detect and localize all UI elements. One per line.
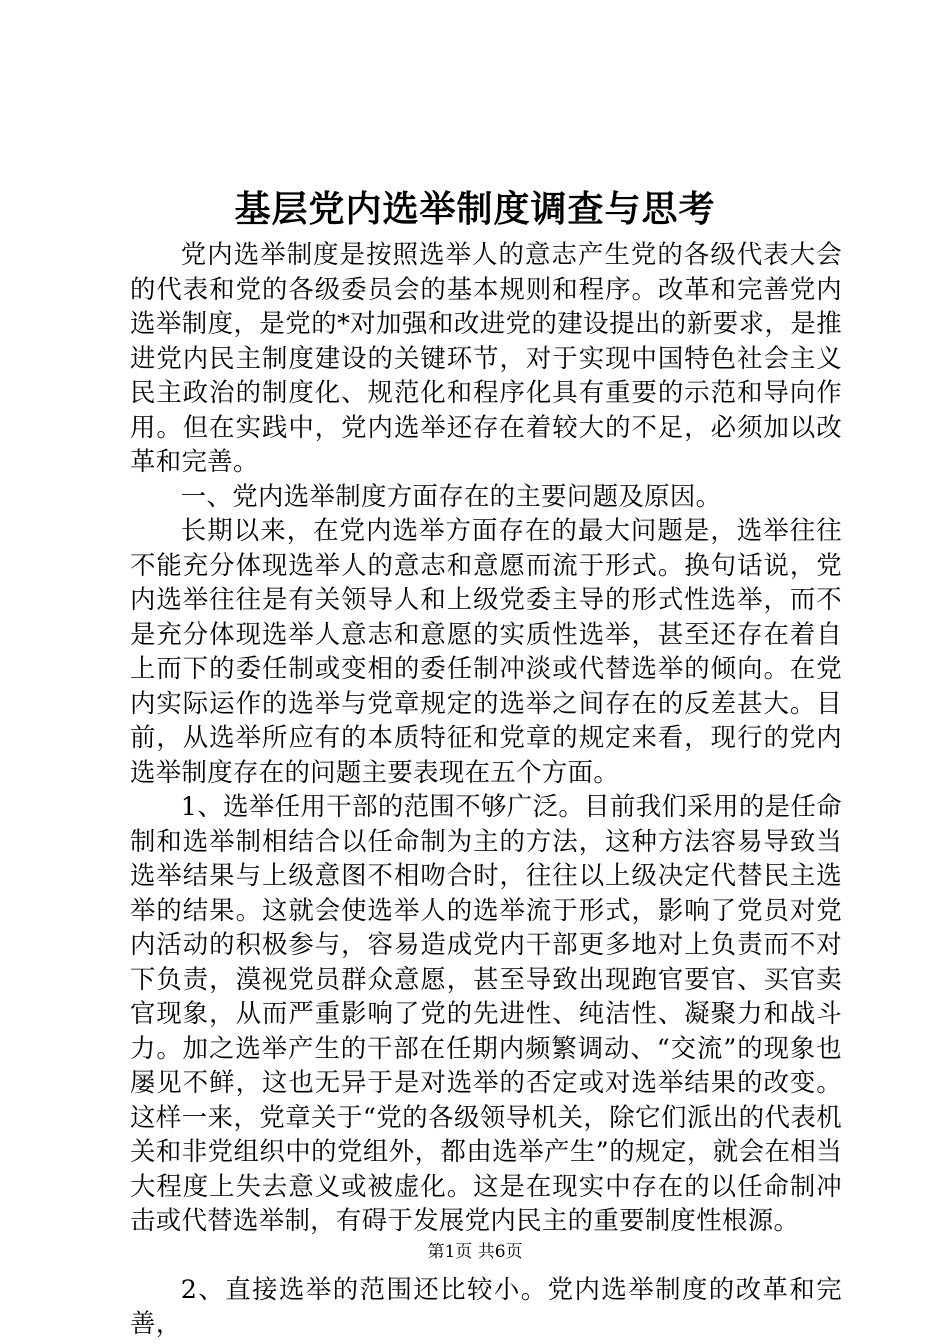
paragraph-point-1: 1、选举任用干部的范围不够广泛。目前我们采用的是任命制和选举制相结合以任命制为主的方法，这种方法容易导致当选举结果与上级意图不相吻合时，往往以上级决定代替民主选举的结果。这就会使选举人的选举流于形式，影响了党员对党内活动的积极参与，容易造成党内干部更多地对上负责而不对下负责，漠视党员群众意愿，甚至导致出现跑官要官、买官卖官现象，从而严重影响了党的先进性、纯洁性、凝聚力和战斗力。加之选举产生的干部在任期内频繁调动、“交流”的现象也屡见不鲜，这也无异于是对选举的否定或对选举结果的改变。这样一来，党章关于“党的各级领导机关，除它们派出的代表机关和非党组织中的党组外，都由选举产生”的规定，就会在相当大程度上失去意义或被虚化。这是在现实中存在的以任命制冲击或代替选举制，有碍于发展党内民主的重要制度性根源。 bbox=[130, 791, 842, 1235]
document-title: 基层党内选举制度调查与思考 bbox=[234, 188, 716, 230]
paragraph-point-2: 2、直接选举的范围还比较小。党内选举制度的改革和完善， bbox=[130, 1273, 842, 1338]
document-body bbox=[130, 237, 842, 1341]
section-heading-1: 一、党内选举制度方面存在的主要问题及原因。 bbox=[180, 480, 722, 511]
paragraph-intro: 党内选举制度是按照选举人的意志产生党的各级代表大会的代表和党的各级委员会的基本规则和程序。改革和完善党内选举制度，是党的*对加强和改进党的建设提出的新要求，是推进党内民主制度建设的关键环节，对于实现中国特色社会主义民主政治的制度化、规范化和程序化具有重要的示范和导向作用。但在实践中，党内选举还存在着较大的不足，必须加以改革和完善。 bbox=[130, 239, 842, 476]
paragraph-problems: 长期以来，在党内选举方面存在的最大问题是，选举往往不能充分体现选举人的意志和意愿而流于形式。换句话说，党内选举往往是有关领导人和上级党委主导的形式性选举，而不是充分体现选举人意志和意愿的实质性选举，甚至还存在着自上而下的委任制或变相的委任制冲淡或代替选举的倾向。在党内实际运作的选举与党章规定的选举之间存在的反差甚大。目前，从选举所应有的本质特征和党章的规定来看，现行的党内选举制度存在的问题主要表现在五个方面。 bbox=[130, 515, 842, 787]
page-number-footer: 第1页 共6页 bbox=[427, 1242, 523, 1262]
